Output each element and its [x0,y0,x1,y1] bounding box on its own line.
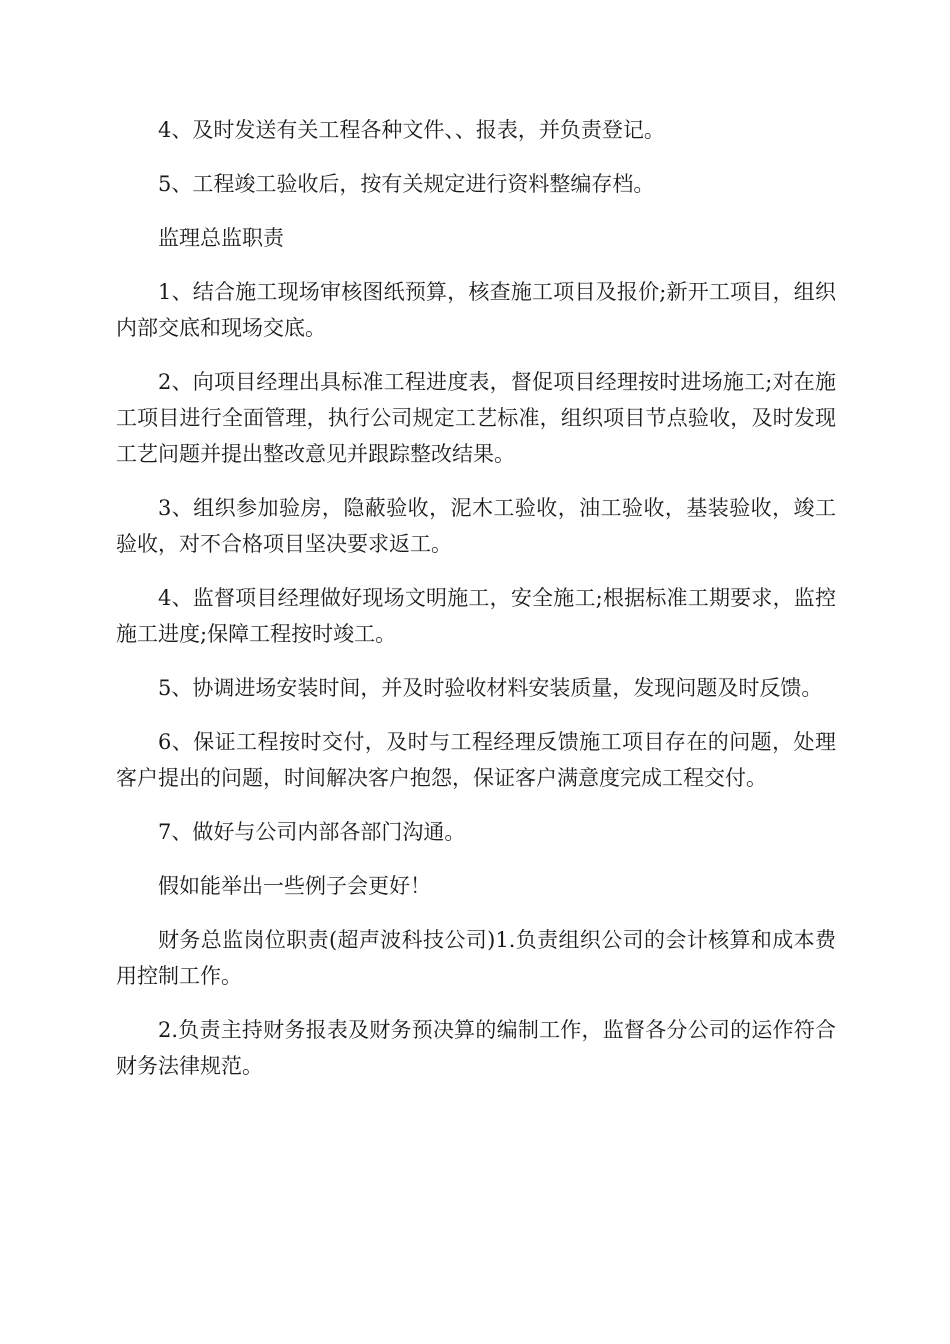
document-body [116,112,836,1102]
paragraph-duty-3: 3、组织参加验房，隐蔽验收，泥木工验收，油工验收，基装验收，竣工验收，对不合格项目坚决要求返工。 [116,496,836,556]
paragraph-duty-4: 4、监督项目经理做好现场文明施工，安全施工;根据标准工期要求，监控施工进度;保障工程按时竣工。 [116,586,836,646]
paragraph-duty-2: 2、向项目经理出具标准工程进度表，督促项目经理按时进场施工;对在施工项目进行全面管理，执行公司规定工艺标准，组织项目节点验收，及时发现工艺问题并提出整改意见并跟踪整改结果。 [116,370,836,466]
paragraph-duty-7: 7、做好与公司内部各部门沟通。 [158,820,466,844]
paragraph-item-4-send-files: 4、及时发送有关工程各种文件、、报表，并负责登记。 [158,118,665,142]
paragraph-duty-1: 1、结合施工现场审核图纸预算，核查施工项目及报价;新开工项目，组织内部交底和现场交底。 [116,280,836,340]
paragraph-item-5-archive: 5、工程竣工验收后，按有关规定进行资料整编存档。 [158,172,655,196]
paragraph-duty-5: 5、协调进场安装时间，并及时验收材料安装质量，发现问题及时反馈。 [158,676,823,700]
paragraph-finance-director-2: 2.负责主持财务报表及财务预决算的编制工作，监督各分公司的运作符合财务法律规范。 [116,1018,836,1078]
paragraph-duty-6: 6、保证工程按时交付，及时与工程经理反馈施工项目存在的问题，处理客户提出的问题，时间解决客户抱怨，保证客户满意度完成工程交付。 [116,730,836,790]
section-heading-supervisor-duties: 监理总监职责 [158,226,284,250]
paragraph-finance-director-1: 财务总监岗位职责(超声波科技公司)1.负责组织公司的会计核算和成本费用控制工作。 [116,928,836,988]
paragraph-remark: 假如能举出一些例子会更好！ [158,874,431,898]
